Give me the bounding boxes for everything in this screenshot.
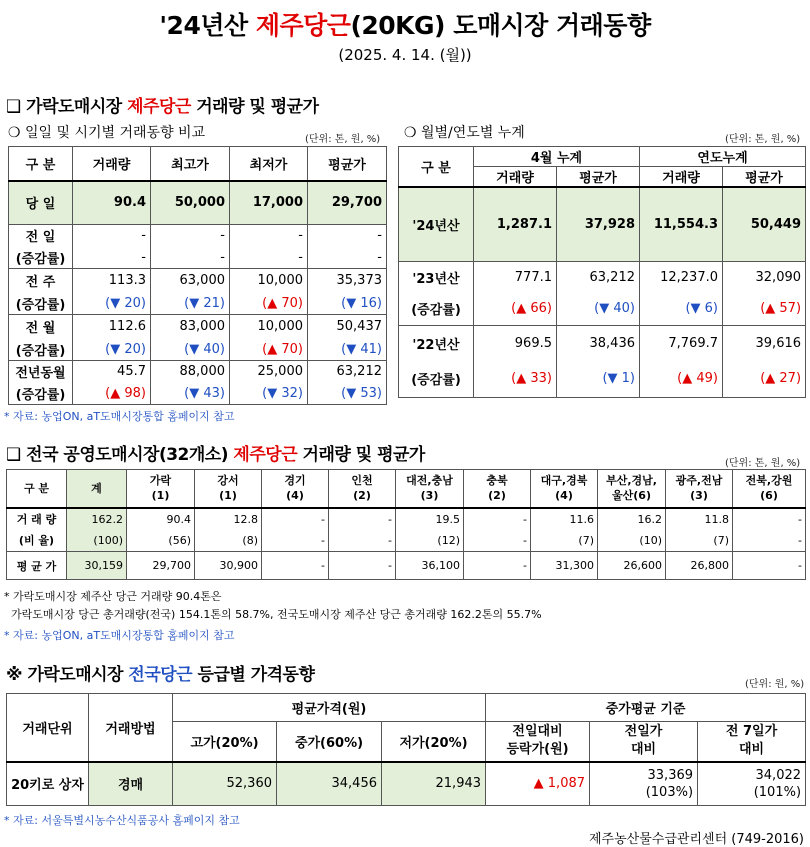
grade-price-table: 거래단위 거래방법 평균가격(원) 중가평균 기준 고가(20%) 중가(60%) 저가(20%) 전일대비 등락가(원) 전일가 대비 전 7일가 대비 20키로 상자 경매 52,360 34,456 21,943 ▲ 1,087 33,369 (103%) 34,022 (101%) (6, 693, 806, 806)
up-arrow-icon (534, 776, 544, 791)
table-cell: - (329, 552, 396, 580)
col-header: 거래방법 (89, 694, 173, 762)
market-header: 대전,충남 (3) (396, 470, 464, 508)
group-header: 중가평균 기준 (486, 694, 806, 722)
table-cell: (100) (67, 530, 127, 552)
table-cell: 11.6 (531, 508, 598, 530)
market-header: 광주,전남 (3) (666, 470, 733, 508)
up-arrow-icon (765, 301, 775, 316)
y23-row: '23년산 777.1 63,212 12,237.0 32,090 (399, 261, 806, 293)
down-arrow-icon (267, 386, 277, 401)
change-cell: (▼ 32) (230, 383, 308, 405)
down-arrow-icon (346, 342, 356, 357)
down-arrow-icon (346, 386, 356, 401)
change-cell: (▲ 66) (474, 293, 557, 325)
table-cell: 162.2 (67, 508, 127, 530)
change-cell: (▼ 53) (308, 383, 387, 405)
table-cell: - (464, 552, 531, 580)
auction-row: 20키로 상자 경매 52,360 34,456 21,943 ▲ 1,087 33,369 (103%) 34,022 (101%) (7, 762, 806, 806)
change-cell: (▲ 70) (230, 293, 308, 315)
section3-source-note: * 자료: 서울특별시농수산식품공사 홈페이지 참고 (4, 814, 240, 827)
remark-line1: * 가락도매시장 제주산 당근 거래량 90.4톤은 (4, 590, 222, 603)
table-cell: (7) (666, 530, 733, 552)
up-arrow-icon (516, 371, 526, 386)
section1-title: ❑ 가락도매시장 제주당근 거래량 및 평균가 (6, 97, 319, 117)
down-arrow-icon (346, 296, 356, 311)
market-header: 충북 (2) (464, 470, 531, 508)
table-cell: - (464, 508, 531, 530)
table-cell: 19.5 (396, 508, 464, 530)
change-cell: (▼ 6) (640, 293, 723, 325)
up-arrow-icon (267, 296, 277, 311)
table-cell: - (733, 530, 806, 552)
table-cell: - (262, 552, 329, 580)
table-cell: 11.8 (666, 508, 733, 530)
table-cell: 29,700 (308, 181, 387, 225)
table-cell: 17,000 (230, 181, 308, 225)
down-arrow-icon (608, 371, 618, 386)
y23-change-row: (증감률) (▲ 66) (▼ 40) (▼ 6) (▲ 57) (399, 293, 806, 325)
ratio-row: (비 율) (100) (56) (8) - - (12) - (7) (10) (7) - (7, 530, 806, 552)
section1-source-note: * 자료: 농업ON, aT도매시장통합 홈페이지 참고 (4, 410, 235, 423)
section2-source-note: * 자료: 농업ON, aT도매시장통합 홈페이지 참고 (4, 629, 235, 642)
table-cell: 90.4 (73, 181, 151, 225)
table-cell: - (464, 530, 531, 552)
prev-year-row: 전년동월 45.7 88,000 25,000 63,212 (9, 361, 387, 383)
table-cell: 16.2 (598, 508, 666, 530)
table-cell: - (733, 552, 806, 580)
up-arrow-icon (516, 301, 526, 316)
section1-right-subtitle: ❍ 월별/연도별 누계 (404, 125, 525, 141)
change-cell: (▲ 57) (723, 293, 806, 325)
prev-month-row: 전 월 112.6 83,000 10,000 50,437 (9, 315, 387, 339)
table-cell: 29,700 (127, 552, 195, 580)
change-cell: (▲ 33) (474, 361, 557, 397)
col-header: 거래량 (474, 167, 557, 188)
change-cell: (▼ 21) (151, 293, 230, 315)
y22-row: '22년산 969.5 38,436 7,769.7 39,616 (399, 325, 806, 361)
down-arrow-icon (189, 296, 199, 311)
price-row: 평 균 가 30,159 29,700 30,900 - - 36,100 - 31,300 26,600 26,800 - (7, 552, 806, 580)
col-header: 구 분 (399, 147, 474, 188)
col-header: 최저가 (230, 147, 308, 181)
change-cell: (▲ 27) (723, 361, 806, 397)
prev-day-row: 전 일 - - - - (9, 225, 387, 247)
table-cell: 30,159 (67, 552, 127, 580)
down-arrow-icon (110, 342, 120, 357)
table-cell: 50,000 (151, 181, 230, 225)
change-cell: (▼ 41) (308, 339, 387, 361)
change-cell: (▼ 40) (557, 293, 640, 325)
section2-unit: (단위: 톤, 원, %) (725, 458, 801, 469)
down-arrow-icon (599, 301, 609, 316)
row-label: 당 일 (9, 181, 73, 225)
remark-line2: 가락도매시장 당근 총거래량(전국) 154.1톤의 58.7%, 전국도매시장 제주산 당근 총거래량 162.2톤의 55.7% (4, 608, 542, 621)
col-header: 평균가 (557, 167, 640, 188)
change-cell: (▲ 70) (230, 339, 308, 361)
col-header: 거래량 (640, 167, 723, 188)
row-label: '24년산 (399, 187, 474, 261)
market-header: 강서 (1) (195, 470, 262, 508)
table-cell: 26,800 (666, 552, 733, 580)
down-arrow-icon (110, 296, 120, 311)
down-arrow-icon (691, 301, 701, 316)
prev-week-change-row: (증감률) (▼ 20) (▼ 21) (▲ 70) (▼ 16) (9, 293, 387, 315)
current-row: '24년산 1,287.1 37,928 11,554.3 50,449 (399, 187, 806, 261)
table-cell: - (329, 508, 396, 530)
col-header: 평균가 (308, 147, 387, 181)
y22-change-row: (증감률) (▲ 33) (▼ 1) (▲ 49) (▲ 27) (399, 361, 806, 397)
daily-comparison-table (8, 146, 387, 405)
table-cell: - (262, 508, 329, 530)
group-header: 연도누계 (640, 147, 806, 167)
market-header: 경기 (4) (262, 470, 329, 508)
header-row: 구 분 계 가락 (1) 강서 (1) 경기 (4) 인천 (2) 대전,충남 (3) 충북 (2) 대구,경북 (4) 부산,경남, 울산(6) 광주,전남 (3) 전북,강원 (6) (7, 470, 806, 508)
market-header: 대구,경북 (4) (531, 470, 598, 508)
change-cell: (▲ 49) (640, 361, 723, 397)
table-cell: - (262, 530, 329, 552)
table-cell: - (733, 508, 806, 530)
market-header: 인천 (2) (329, 470, 396, 508)
header-row (9, 147, 387, 181)
down-arrow-icon (189, 386, 199, 401)
market-header: 전북,강원 (6) (733, 470, 806, 508)
market-header: 부산,경남, 울산(6) (598, 470, 666, 508)
table-cell: 30,900 (195, 552, 262, 580)
change-cell: (▼ 20) (73, 339, 151, 361)
col-header: 최고가 (151, 147, 230, 181)
section3-unit: (단위: 원, %) (745, 679, 805, 690)
table-cell: 36,100 (396, 552, 464, 580)
down-arrow-icon (189, 342, 199, 357)
cumulative-table (398, 146, 806, 398)
table-cell: (10) (598, 530, 666, 552)
change-cell: (▼ 43) (151, 383, 230, 405)
change-cell: (▼ 1) (557, 361, 640, 397)
volume-row: 거 래 량 162.2 90.4 12.8 - - 19.5 - 11.6 16.2 11.8 - (7, 508, 806, 530)
col-header: 평균가 (723, 167, 806, 188)
change-cell: (▼ 40) (151, 339, 230, 361)
prev-month-change-row: (증감률) (▼ 20) (▼ 40) (▲ 70) (▼ 41) (9, 339, 387, 361)
prev-day-change-row: (증감률) - - - - (9, 247, 387, 269)
table-cell: 90.4 (127, 508, 195, 530)
col-header: 거래량 (73, 147, 151, 181)
table-cell: (12) (396, 530, 464, 552)
section1-left-unit: (단위: 톤, 원, %) (305, 134, 381, 145)
prev-year-change-row: (증감률) (▲ 98) (▼ 43) (▼ 32) (▼ 53) (9, 383, 387, 405)
table-cell: 31,300 (531, 552, 598, 580)
title-highlight: 제주당근 (255, 11, 351, 40)
today-row (9, 181, 387, 225)
page-title: '24년산 제주당근(20KG) 도매시장 거래동향 (159, 11, 651, 40)
section2-title: ❑ 전국 공영도매시장(32개소) 제주당근 거래량 및 평균가 (6, 445, 425, 465)
group-header: 평균가격(원) (173, 694, 486, 722)
table-cell: 12.8 (195, 508, 262, 530)
group-header: 4월 누계 (474, 147, 640, 167)
table-cell: 26,600 (598, 552, 666, 580)
up-arrow-icon (765, 371, 775, 386)
report-date: (2025. 4. 14. (월)) (338, 46, 472, 64)
up-arrow-icon (682, 371, 692, 386)
footer-org: 제주농산물수급관리센터 (749-2016) (588, 832, 804, 847)
prev-week-row: 전 주 113.3 63,000 10,000 35,373 (9, 269, 387, 293)
table-cell: (8) (195, 530, 262, 552)
change-cell: (▼ 16) (308, 293, 387, 315)
section1-left-subtitle: ❍ 일일 및 시기별 거래동향 비교 (8, 125, 206, 141)
up-arrow-icon (267, 342, 277, 357)
market-header: 가락 (1) (127, 470, 195, 508)
national-market-table (6, 469, 806, 580)
change-cell: (▲ 98) (73, 383, 151, 405)
section1-right-unit: (단위: 톤, 원, %) (725, 134, 801, 145)
table-cell: (7) (531, 530, 598, 552)
section3-title: ※ 가락도매시장 전국당근 등급별 가격동향 (6, 665, 315, 685)
up-arrow-icon (110, 386, 120, 401)
table-cell: (56) (127, 530, 195, 552)
col-header: 구 분 (9, 147, 73, 181)
col-header: 거래단위 (7, 694, 89, 762)
change-cell: (▼ 20) (73, 293, 151, 315)
table-cell: - (329, 530, 396, 552)
